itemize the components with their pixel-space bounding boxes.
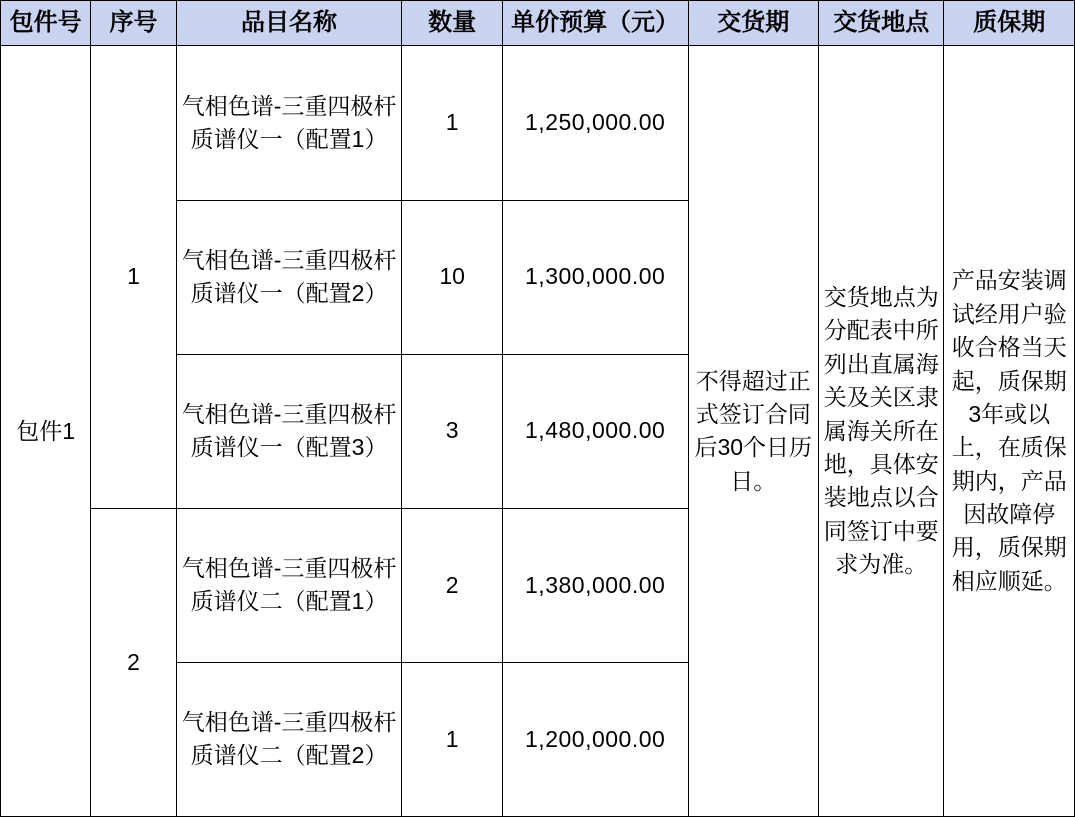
cell-item-name: 气相色谱-三重四极杆质谱仪一（配置1）: [176, 46, 402, 200]
cell-item-name: 气相色谱-三重四极杆质谱仪二（配置1）: [176, 508, 402, 662]
column-header-delivery-place: 交货地点: [819, 1, 944, 46]
table-row: [1, 46, 1075, 200]
column-header-warranty-period: 质保期: [944, 1, 1075, 46]
cell-item-name: 气相色谱-三重四极杆质谱仪一（配置3）: [176, 354, 402, 508]
cell-unit-price: 1,300,000.00: [502, 200, 688, 354]
cell-sequence-no: 1: [91, 46, 176, 508]
column-header-delivery-period: 交货期: [688, 1, 818, 46]
cell-package-no: 包件1: [1, 46, 91, 817]
cell-quantity: 2: [402, 508, 502, 662]
cell-quantity: 10: [402, 200, 502, 354]
cell-quantity: 3: [402, 354, 502, 508]
column-header-quantity: 数量: [402, 1, 502, 46]
column-header-package-no: 包件号: [1, 1, 91, 46]
cell-quantity: 1: [402, 662, 502, 816]
cell-delivery-period: 不得超过正式签订合同后30个日历日。: [688, 46, 818, 817]
column-header-unit-price-budget: 单价预算（元）: [502, 1, 688, 46]
cell-unit-price: 1,250,000.00: [502, 46, 688, 200]
cell-quantity: 1: [402, 46, 502, 200]
cell-sequence-no: 2: [91, 508, 176, 816]
column-header-sequence-no: 序号: [91, 1, 176, 46]
column-header-item-name: 品目名称: [176, 1, 402, 46]
cell-unit-price: 1,480,000.00: [502, 354, 688, 508]
cell-item-name: 气相色谱-三重四极杆质谱仪一（配置2）: [176, 200, 402, 354]
cell-item-name: 气相色谱-三重四极杆质谱仪二（配置2）: [176, 662, 402, 816]
table-header-row: [1, 1, 1075, 46]
cell-delivery-place: 交货地点为分配表中所列出直属海关及关区隶属海关所在地，具体安装地点以合同签订中要求为准。: [819, 46, 944, 817]
cell-unit-price: 1,200,000.00: [502, 662, 688, 816]
cell-unit-price: 1,380,000.00: [502, 508, 688, 662]
cell-warranty-period: 产品安装调试经用户验收合格当天起，质保期3年或以上，在质保期内，产品因故障停用，质保期相应顺延。: [944, 46, 1075, 817]
